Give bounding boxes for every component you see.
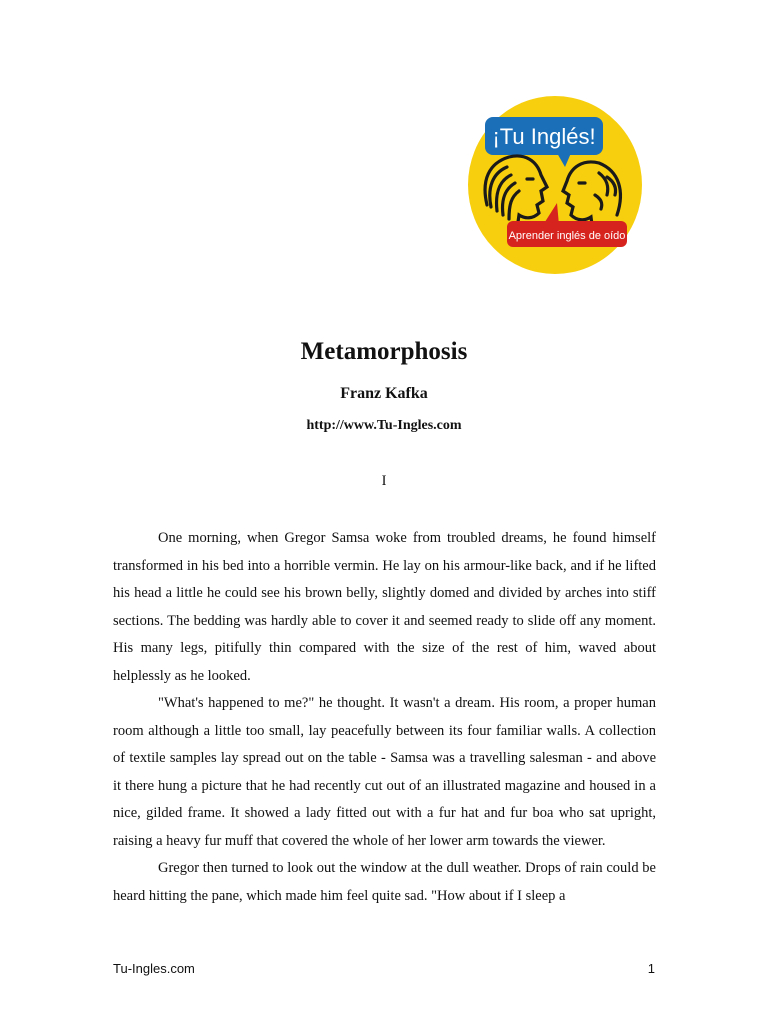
document-url: http://www.Tu-Ingles.com bbox=[306, 418, 462, 433]
paragraph: Gregor then turned to look out the window at the dull weather. Drops of rain could be heard hitting the pane, which made him feel quite sad. "How about if I sleep a bbox=[113, 860, 656, 904]
paragraph: "What's happened to me?" he thought. It wasn't a dream. His room, a proper human room although a little too small, lay peacefully between its four familiar walls. A collection of textile samples lay spread out on the table - Samsa was a travelling salesman - and above it there hung a picture that he had recently cut out of an illustrated magazine and housed in a nice, gilded frame. It showed a lady fitted out with a fur hat and fur boa who sat upright, raising a heavy fur muff that covered the whole of her lower arm towards the viewer. bbox=[113, 695, 656, 849]
document-author: Franz Kafka bbox=[340, 385, 428, 402]
logo-title-text: ¡Tu Inglés! bbox=[492, 124, 596, 149]
logo-tagline-text: Aprender inglés de oído bbox=[508, 230, 626, 242]
document-title: Metamorphosis bbox=[300, 338, 468, 365]
paragraph: One morning, when Gregor Samsa woke from troubled dreams, he found himself transformed in his bed into a horrible vermin. He lay on his armour-like back, and if he lifted his head a little he could see his brown belly, slightly domed and divided by arches into stiff sections. The bedding was hardly able to cover it and seemed ready to slide off any moment. His many legs, pitifully thin compared with the size of the rest of him, waved about helplessly as he looked. bbox=[113, 530, 656, 684]
body-text bbox=[113, 525, 656, 910]
footer-site: Tu-Ingles.com bbox=[113, 961, 195, 976]
page-number: 1 bbox=[647, 961, 655, 976]
chapter-number: I bbox=[381, 473, 387, 489]
tu-ingles-logo bbox=[467, 95, 643, 275]
